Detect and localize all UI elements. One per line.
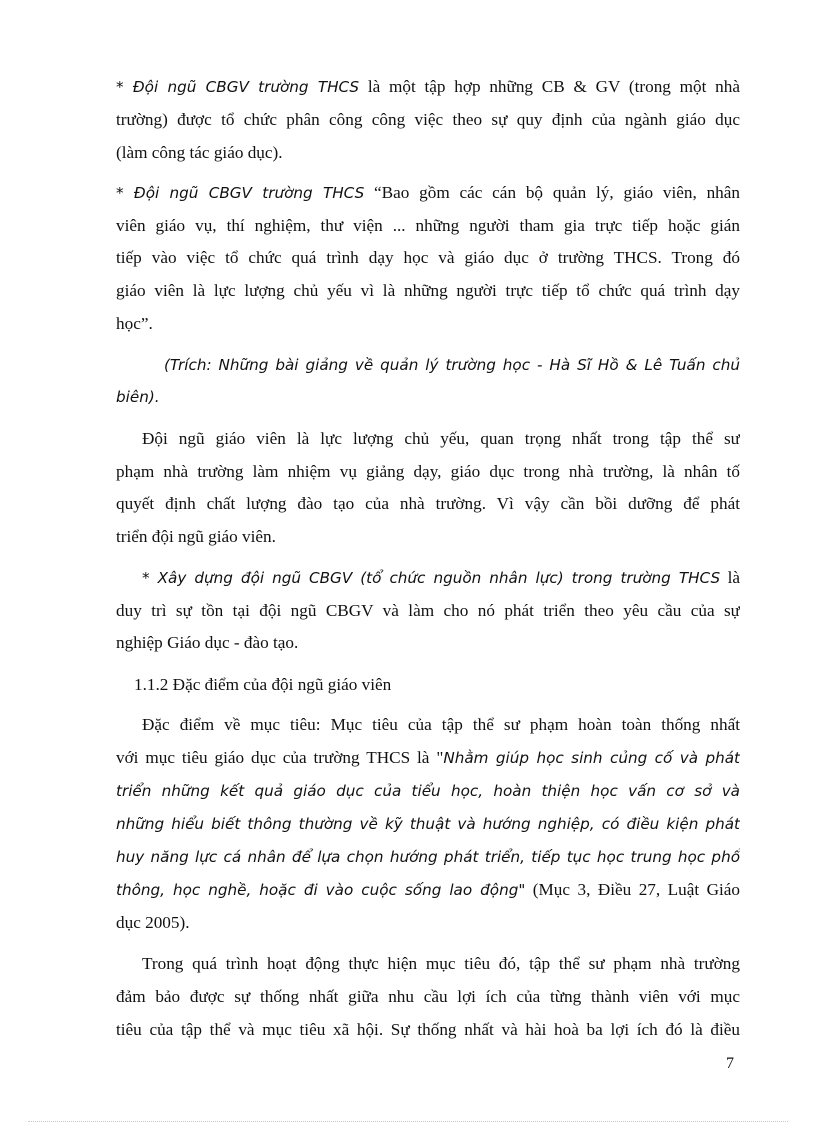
paragraph-5-line-2: với mục tiêu giáo dục của trường THCS là "Nhằm giúp học sinh củng cố và phát xyxy=(116,748,740,767)
paragraph-2-line-1: * Đội ngũ CBGV trường THCS “Bao gồm các cán bộ quản lý, giáo viên, nhân xyxy=(116,183,740,202)
paragraph-6-line-1: Trong quá trình hoạt động thực hiện mục tiêu đó, tập thể sư phạm nhà trường xyxy=(142,954,740,973)
paragraph-2-line-3: tiếp vào việc tổ chức quá trình dạy học và giáo dục ở trường THCS. Trong đó xyxy=(116,248,740,267)
paragraph-1-line-3: (làm công tác giáo dục). xyxy=(116,143,283,162)
paragraph-5-line-4: những hiểu biết thông thường về kỹ thuật và hướng nghiệp, có điều kiện phát xyxy=(116,815,740,833)
italic-term: * Đội ngũ CBGV trường THCS xyxy=(116,78,360,96)
paragraph-6-line-3: tiêu của tập thể và mục tiêu xã hội. Sự thống nhất và hài hoà ba lợi ích đó là điều xyxy=(116,1020,740,1039)
paragraph-4-line-3: nghiệp Giáo dục - đào tạo. xyxy=(116,633,299,652)
page-break-divider xyxy=(28,1121,788,1122)
paragraph-2-line-2: viên giáo vụ, thí nghiệm, thư viện ... những người tham gia trực tiếp hoặc gián xyxy=(116,216,740,235)
paragraph-5-line-7: dục 2005). xyxy=(116,913,190,932)
paragraph-3-line-4: triển đội ngũ giáo viên. xyxy=(116,527,276,546)
paragraph-5-line-3: triển những kết quả giáo dục của tiểu học, hoàn thiện học vấn cơ sở và xyxy=(116,782,740,800)
paragraph-4-line-2: duy trì sự tồn tại đội ngũ CBGV và làm cho nó phát triển theo yêu cầu của sự xyxy=(116,601,740,620)
paragraph-3-line-2: phạm nhà trường làm nhiệm vụ giảng dạy, giáo dục trong nhà trường, là nhân tố xyxy=(116,462,740,481)
paragraph-4-line-1: * Xây dựng đội ngũ CBGV (tổ chức nguồn nhân lực) trong trường THCS là xyxy=(142,568,740,587)
paragraph-3-line-3: quyết định chất lượng đào tạo của nhà trường. Vì vậy cần bồi dưỡng để phát xyxy=(116,494,740,513)
paragraph-1-line-2: trường) được tổ chức phân công công việc theo sự quy định của ngành giáo dục xyxy=(116,110,740,129)
page-number: 7 xyxy=(726,1055,734,1072)
citation-line-2: biên). xyxy=(116,388,160,406)
citation-line-1: (Trích: Những bài giảng về quản lý trường học - Hà Sĩ Hồ & Lê Tuấn chủ xyxy=(164,356,740,374)
paragraph-1-line-1: * Đội ngũ CBGV trường THCS là một tập hợp những CB & GV (trong một nhà xyxy=(116,77,740,96)
paragraph-2-line-4: giáo viên là lực lượng chủ yếu vì là những người trực tiếp tổ chức quá trình dạy xyxy=(116,281,740,300)
paragraph-6-line-2: đảm bảo được sự thống nhất giữa nhu cầu lợi ích của từng thành viên với mục xyxy=(116,987,740,1006)
paragraph-2-line-5: học”. xyxy=(116,314,153,333)
paragraph-3-line-1: Đội ngũ giáo viên là lực lượng chủ yếu, quan trọng nhất trong tập thể sư xyxy=(142,429,740,448)
paragraph-5-line-6: thông, học nghề, hoặc đi vào cuộc sống lao động" (Mục 3, Điều 27, Luật Giáo xyxy=(116,880,740,899)
italic-term: * Xây dựng đội ngũ CBGV (tổ chức nguồn nhân lực) trong trường THCS xyxy=(142,569,721,587)
paragraph-5-line-1: Đặc điểm về mục tiêu: Mục tiêu của tập thể sư phạm hoàn toàn thống nhất xyxy=(142,715,740,734)
section-heading: 1.1.2 Đặc điểm của đội ngũ giáo viên xyxy=(134,675,392,694)
italic-term: * Đội ngũ CBGV trường THCS xyxy=(116,184,365,202)
paragraph-5-line-5: huy năng lực cá nhân để lựa chọn hướng phát triển, tiếp tục học trung học phổ xyxy=(116,848,740,866)
